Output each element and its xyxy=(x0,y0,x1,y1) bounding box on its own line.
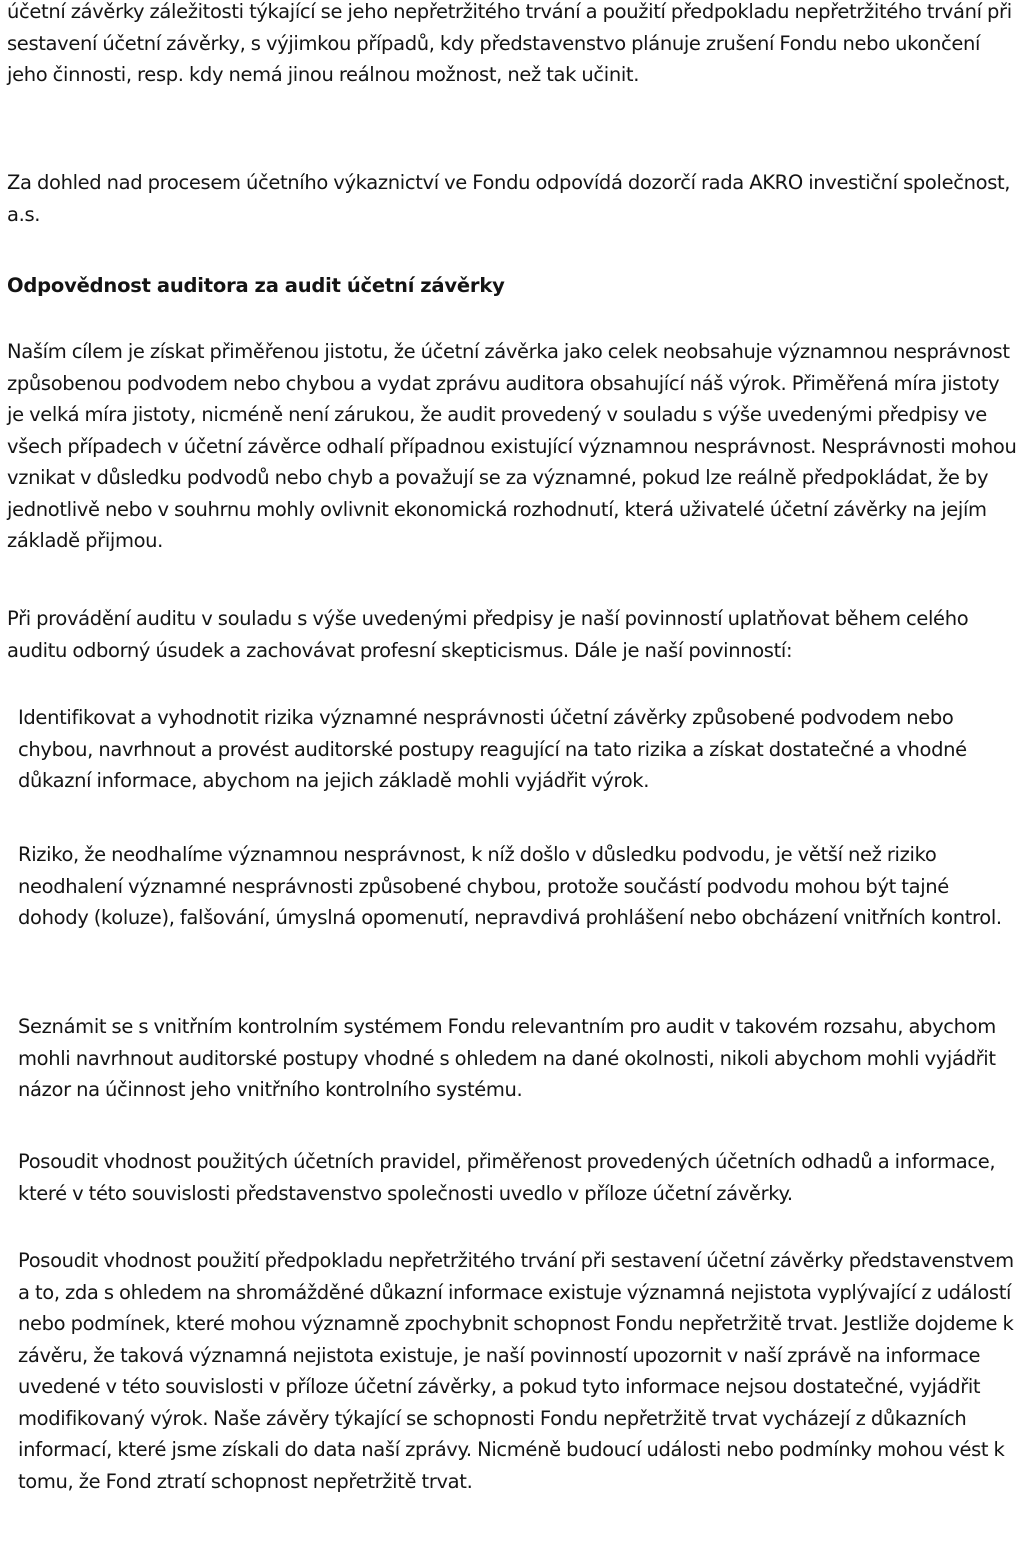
paragraph-going-concern-responsibility: účetní závěrky záležitosti týkající se jeho nepřetržitého trvání a použití předpokladu nepřetržitého trvání při sestavení účetní závěrky, s výjimkou případů, kdy představenstvo plánuje zrušení Fondu nebo ukončení jeho činnosti, resp. kdy nemá jinou reálnou možnost, než tak učinit. xyxy=(7,0,1012,86)
item-internal-control: Seznámit se s vnitřním kontrolním systémem Fondu relevantním pro audit v takovém rozsahu, abychom mohli navrhnout auditorské postupy vhodné s ohledem na dané okolnosti, nikoli abychom mohli vyjádřit názor na účinnost jeho vnitřního kontrolního systému. xyxy=(18,1015,996,1101)
paragraph-professional-judgement: Při provádění auditu v souladu s výše uvedenými předpisy je naší povinností uplatňovat během celého auditu odborný úsudek a zachovávat profesní skepticismus. Dále je naší povinností: xyxy=(7,607,969,662)
item-identify-risks: Identifikovat a vyhodnotit rizika významné nesprávnosti účetní závěrky způsobené podvodem nebo chybou, navrhnout a provést auditorské postupy reagující na tato rizika a získat dostatečné a vhodné důkazní informace, abychom na jejich základě mohli vyjádřit výrok. xyxy=(18,706,967,792)
item-accounting-policies: Posoudit vhodnost použitých účetních pravidel, přiměřenost provedených účetních odhadů a informace, které v této souvislosti představenstvo společnosti uvedlo v příloze účetní závěrky. xyxy=(18,1150,996,1205)
paragraph-supervisory-board: Za dohled nad procesem účetního výkaznictví ve Fondu odpovídá dozorčí rada AKRO investiční společnost, a.s. xyxy=(7,171,1011,226)
item-fraud-risk: Riziko, že neodhalíme významnou nesprávnost, k níž došlo v důsledku podvodu, je větší než riziko neodhalení významné nesprávnosti způsobené chybou, protože součástí podvodu mohou být tajné dohody (koluze), falšování, úmyslná opomenutí, nepravdivá prohlášení nebo obcházení vnitřních kontrol. xyxy=(18,843,1002,929)
paragraph-auditor-objective: Naším cílem je získat přiměřenou jistotu, že účetní závěrka jako celek neobsahuje významnou nesprávnost způsobenou podvodem nebo chybou a vydat zprávu auditora obsahující náš výrok. Přiměřená míra jistoty je velká míra jistoty, nicméně není zárukou, že audit provedený v souladu s výše uvedenými předpisy ve všech případech v účetní závěrce odhalí případnou existující významnou nesprávnost. Nesprávnosti mohou vznikat v důsledku podvodů nebo chyb a považují se za významné, pokud lze reálně předpokládat, že by jednotlivě nebo v souhrnu mohly ovlivnit ekonomická rozhodnutí, která uživatelé účetní závěrky na jejím základě přijmou. xyxy=(7,340,1017,552)
item-going-concern-assessment: Posoudit vhodnost použití předpokladu nepřetržitého trvání při sestavení účetní závěrky představenstvem a to, zda s ohledem na shromážděné důkazní informace existuje významná nejistota vyplývající z událostí nebo podmínek, které mohou významně zpochybnit schopnost Fondu nepřetržitě trvat. Jestliže dojdeme k závěru, že taková významná nejistota existuje, je naší povinností upozornit v naší zprávě na informace uvedené v této souvislosti v příloze účetní závěrky, a pokud tyto informace nejsou dostatečné, vyjádřit modifikovaný výrok. Naše závěry týkající se schopnosti Fondu nepřetržitě trvat vycházejí z důkazních informací, které jsme získali do data naší zprávy. Nicméně budoucí události nebo podmínky mohou vést k tomu, že Fond ztratí schopnost nepřetržitě trvat. xyxy=(18,1249,1014,1493)
section-heading: Odpovědnost auditora za audit účetní závěrky xyxy=(7,274,505,297)
